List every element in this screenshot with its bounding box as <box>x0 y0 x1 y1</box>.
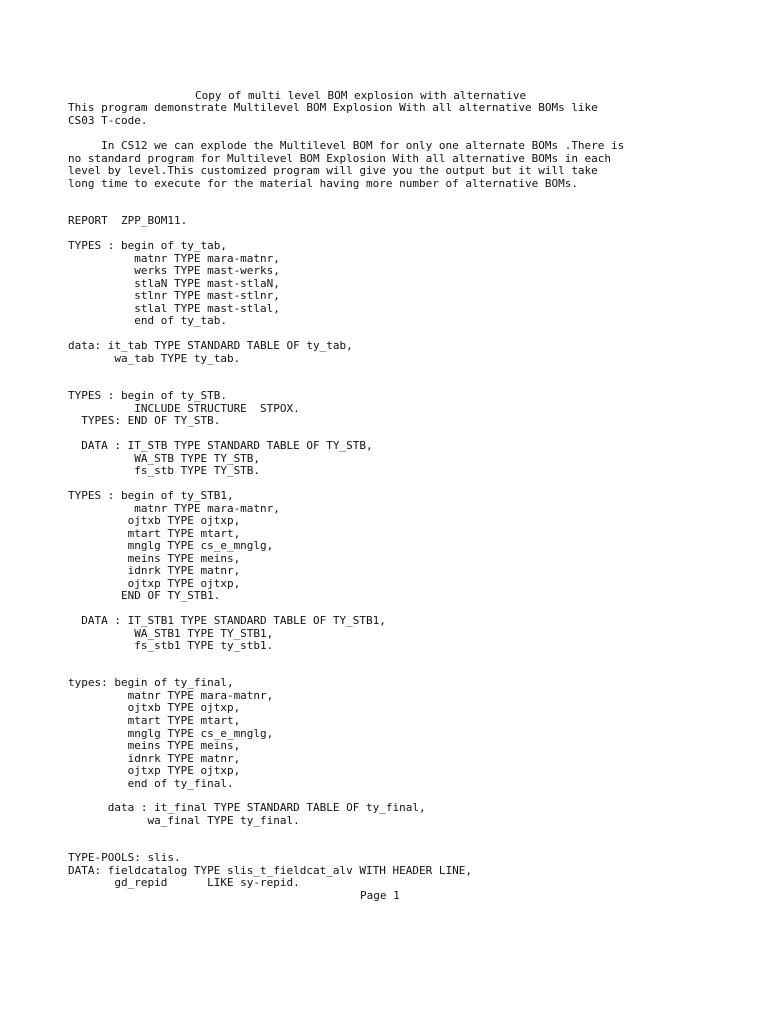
code-line: mtart TYPE mtart, <box>68 714 241 727</box>
code-line: DATA: fieldcatalog TYPE slis_t_fieldcat_alv WITH HEADER LINE, <box>68 864 472 877</box>
code-line: TYPES : begin of ty_STB1, <box>68 489 234 502</box>
code-line: idnrk TYPE matnr, <box>68 752 241 765</box>
code-line: ojtxp TYPE ojtxp, <box>68 577 241 590</box>
code-line: mnglg TYPE cs_e_mnglg, <box>68 539 274 552</box>
code-line: stlal TYPE mast-stlal, <box>68 302 280 315</box>
code-line: END OF TY_STB1. <box>68 589 221 602</box>
code-line: mnglg TYPE cs_e_mnglg, <box>68 727 274 740</box>
code-line: WA_STB1 TYPE TY_STB1, <box>68 627 274 640</box>
code-line: meins TYPE meins, <box>68 739 241 752</box>
code-line: mtart TYPE mtart, <box>68 527 241 540</box>
text-line: no standard program for Multilevel BOM Explosion With all alternative BOMs in each <box>68 152 612 165</box>
code-line: matnr TYPE mara-matnr, <box>68 252 280 265</box>
code-line: TYPE-POOLS: slis. <box>68 851 181 864</box>
code-line: DATA : IT_STB1 TYPE STANDARD TABLE OF TY_STB1, <box>68 614 386 627</box>
text-line: level by level.This customized program will give you the output but it will take <box>68 164 598 177</box>
code-line: werks TYPE mast-werks, <box>68 264 280 277</box>
code-line: ojtxb TYPE ojtxp, <box>68 514 241 527</box>
code-line: INCLUDE STRUCTURE STPOX. <box>68 402 300 415</box>
text-line: This program demonstrate Multilevel BOM Explosion With all alternative BOMs like <box>68 101 598 114</box>
document-title: Copy of multi level BOM explosion with alternative <box>195 89 527 102</box>
code-line: data: it_tab TYPE STANDARD TABLE OF ty_tab, <box>68 339 353 352</box>
text-line: CS03 T-code. <box>68 114 148 127</box>
code-line: gd_repid LIKE sy-repid. <box>68 876 300 889</box>
code-line: ojtxb TYPE ojtxp, <box>68 701 241 714</box>
code-line: idnrk TYPE matnr, <box>68 564 241 577</box>
text-line: In CS12 we can explode the Multilevel BOM for only one alternate BOMs .There is <box>68 139 625 152</box>
code-line: wa_final TYPE ty_final. <box>68 814 300 827</box>
code-line: ojtxp TYPE ojtxp, <box>68 764 241 777</box>
code-line: matnr TYPE mara-matnr, <box>68 689 274 702</box>
code-line: stlnr TYPE mast-stlnr, <box>68 289 280 302</box>
code-line: REPORT ZPP_BOM11. <box>68 214 188 227</box>
code-line: TYPES : begin of ty_STB. <box>68 389 227 402</box>
code-line: end of ty_tab. <box>68 314 227 327</box>
code-line: TYPES : begin of ty_tab, <box>68 239 227 252</box>
code-line: meins TYPE meins, <box>68 552 241 565</box>
code-line: WA_STB TYPE TY_STB, <box>68 452 261 465</box>
code-line: stlaN TYPE mast-stlaN, <box>68 277 280 290</box>
code-line: matnr TYPE mara-matnr, <box>68 502 280 515</box>
code-line: TYPES: END OF TY_STB. <box>68 414 221 427</box>
code-line: fs_stb TYPE TY_STB. <box>68 464 261 477</box>
code-line: fs_stb1 TYPE ty_stb1. <box>68 639 274 652</box>
code-line: types: begin of ty_final, <box>68 676 234 689</box>
text-line: long time to execute for the material having more number of alternative BOMs. <box>68 177 578 190</box>
code-line: wa_tab TYPE ty_tab. <box>68 352 241 365</box>
code-line: end of ty_final. <box>68 777 234 790</box>
page-number: Page 1 <box>360 889 400 902</box>
code-line: DATA : IT_STB TYPE STANDARD TABLE OF TY_STB, <box>68 439 373 452</box>
code-line: data : it_final TYPE STANDARD TABLE OF ty_final, <box>68 801 426 814</box>
